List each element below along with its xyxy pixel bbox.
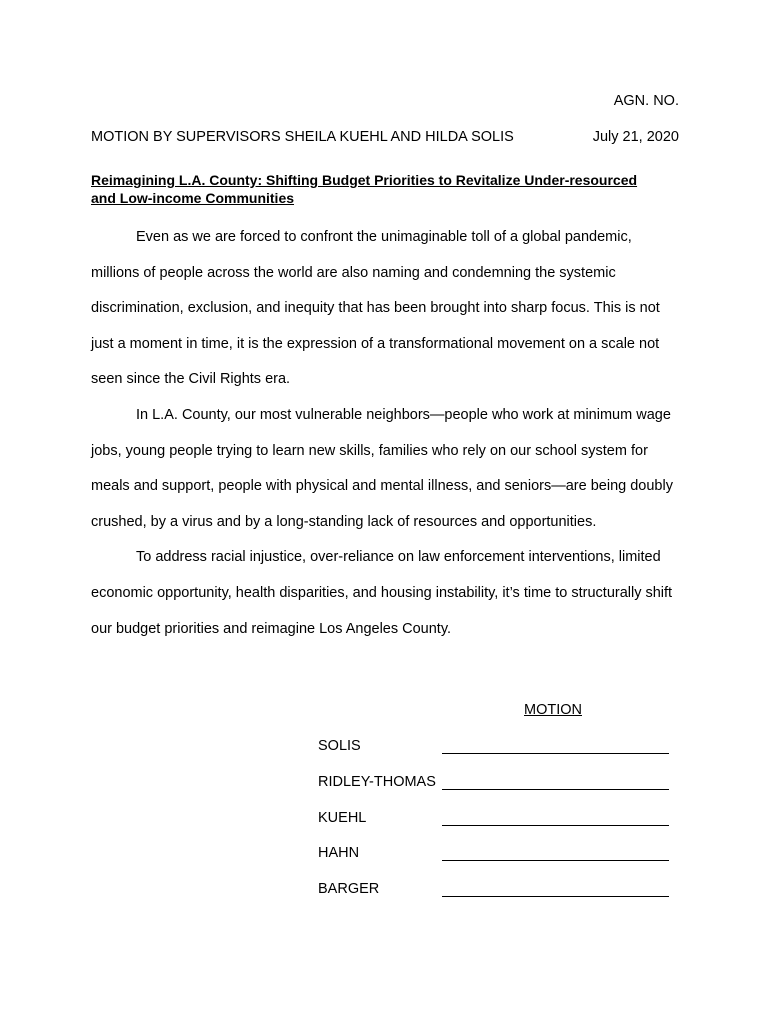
- signature-line: [442, 896, 669, 897]
- motion-header: [91, 129, 679, 145]
- signature-row-hahn: [318, 845, 670, 865]
- supervisor-name: KUEHL: [318, 810, 367, 826]
- motion-date: July 21, 2020: [592, 129, 679, 145]
- signature-row-solis: [318, 738, 670, 758]
- signature-line: [442, 860, 669, 861]
- paragraph: Even as we are forced to confront the unimaginable toll of a global pandemic, millions of people across the world are also naming and condemning the systemic discrimination, exclusion, and inequity that has been brought into sharp focus. This is not just a moment in time, it is the expression of a transformational movement on a scale not seen since the Civil Rights era.: [91, 229, 660, 388]
- supervisor-name: BARGER: [318, 881, 380, 897]
- paragraph: In L.A. County, our most vulnerable neighbors—people who work at minimum wage jobs, young people trying to learn new skills, families who rely on our school system for meals and support, people with physical and mental illness, and seniors—are being doubly crushed, by a virus and by a long-standing lack of resources and opportunities.: [91, 406, 673, 530]
- signature-line: [442, 789, 669, 790]
- agenda-number: AGN. NO.: [613, 93, 679, 109]
- supervisor-name: HAHN: [318, 845, 360, 861]
- motion-title: Reimagining L.A. County: Shifting Budget Priorities to Revitalize Under-resourced and Low-income Communities: [91, 172, 638, 206]
- motion-by-line: MOTION BY SUPERVISORS SHEILA KUEHL AND HILDA SOLIS: [91, 129, 514, 145]
- signature-line: [442, 825, 669, 826]
- signature-row-kuehl: [318, 810, 670, 830]
- signature-row-ridley-thomas: [318, 774, 670, 794]
- supervisor-name: SOLIS: [318, 738, 361, 754]
- signature-row-barger: [318, 881, 670, 901]
- signature-line: [442, 753, 669, 754]
- supervisor-name: RIDLEY-THOMAS: [318, 774, 436, 790]
- motion-body: [91, 220, 679, 647]
- paragraph: To address racial injustice, over-reliance on law enforcement interventions, limited economic opportunity, health disparities, and housing instability, it’s time to structurally shift our budget priorities and reimagine Los Angeles County.: [91, 549, 673, 637]
- motion-heading: MOTION: [524, 702, 582, 718]
